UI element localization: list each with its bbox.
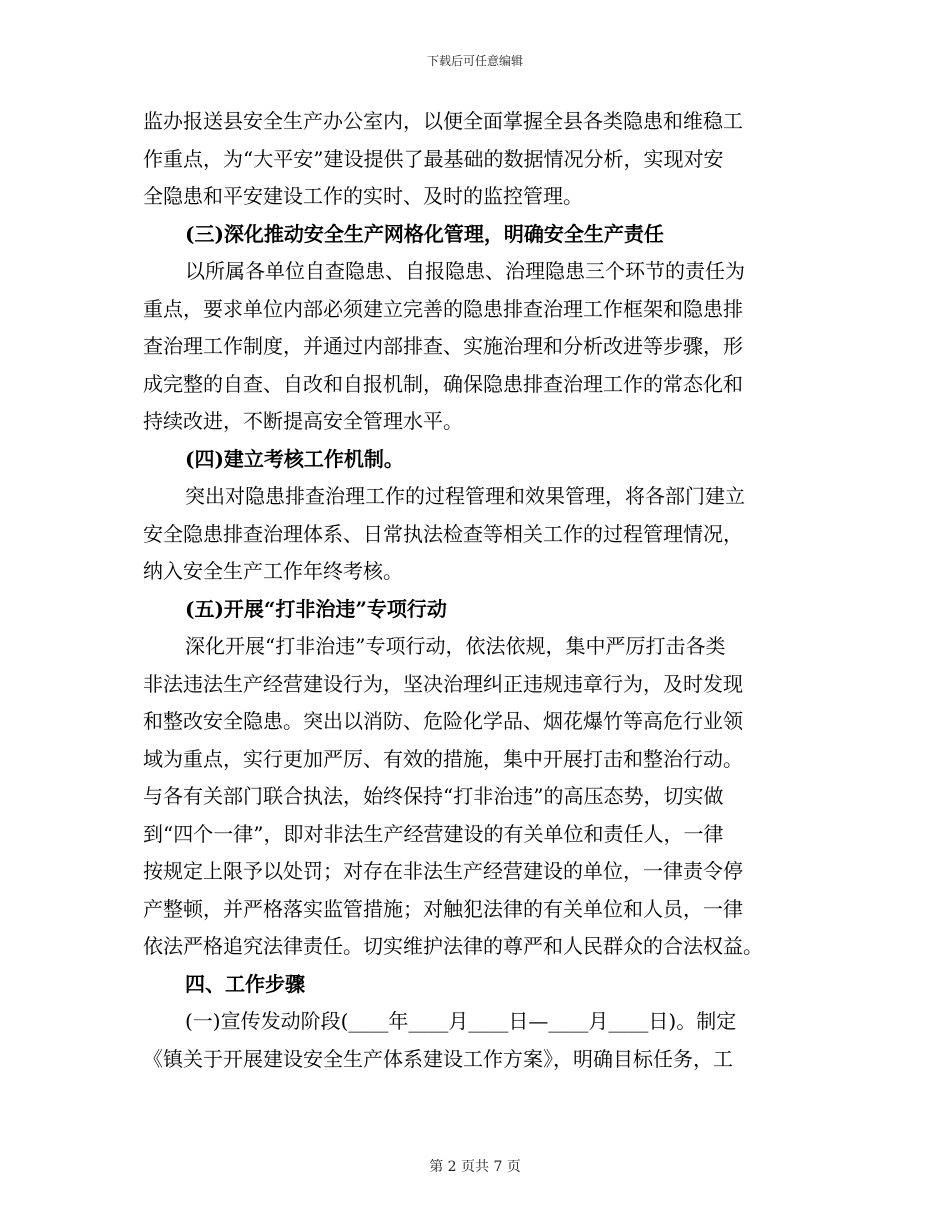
paragraph-line: 突出对隐患排查治理工作的过程管理和效果管理，将各部门建立 — [185, 484, 745, 508]
paragraph-line: 查治理工作制度，并通过内部排查、实施治理和分析改进等步骤，形 — [143, 334, 743, 358]
paragraph-line: 与各有关部门联合执法，始终保持“打非治违”的高压态势，切实做 — [143, 784, 724, 808]
section-heading: (四)建立考核工作机制。 — [185, 446, 404, 471]
section-heading: (五)开展“打非治违”专项行动 — [185, 596, 447, 621]
paragraph-line: 到“四个一律”，即对非法生产经营建设的有关单位和责任人，一律 — [143, 821, 724, 846]
paragraph-line: 域为重点，实行更加严厉、有效的措施，集中开展打击和整治行动。 — [143, 746, 743, 771]
paragraph-line: 以所属各单位自查隐患、自报隐患、治理隐患三个环节的责任为 — [185, 259, 745, 283]
page-header: 下载后可任意编辑 — [426, 54, 523, 68]
paragraph-line: 和整改安全隐患。突出以消防、危险化学品、烟花爆竹等高危行业领 — [143, 709, 743, 733]
paragraph-line: 非法违法生产经营建设行为，坚决治理纠正违规违章行为，及时发现 — [143, 671, 743, 696]
page-number: 第 2 页共 7 页 — [429, 1159, 521, 1175]
paragraph-line: 产整顿，并严格落实监管措施；对触犯法律的有关单位和人员，一律 — [143, 896, 743, 921]
paragraph-line: 全隐患和平安建设工作的实时、及时的监控管理。 — [143, 184, 583, 208]
paragraph-line: 重点，要求单位内部必须建立完善的隐患排查治理工作框架和隐患排 — [143, 296, 743, 321]
section-heading: (三)深化推动安全生产网格化管理，明确安全生产责任 — [185, 221, 664, 246]
paragraph-line: 纳入安全生产工作年终考核。 — [143, 559, 403, 583]
paragraph-line: 深化开展“打非治违”专项行动，依法依规，集中严厉打击各类 — [185, 634, 726, 658]
paragraph-line: 《镇关于开展建设安全生产体系建设工作方案》，明确目标任务，工 — [143, 1046, 733, 1071]
paragraph-line: 依法严格追究法律责任。切实维护法律的尊严和人民群众的合法权益。 — [143, 934, 763, 958]
paragraph-line: 按规定上限予以处罚；对存在非法生产经营建设的单位，一律责令停 — [143, 859, 743, 883]
paragraph-line: (一)宣传发动阶段(____年____月____日—____月____日)。制定 — [185, 1009, 737, 1033]
paragraph-line: 成完整的自查、自改和自报机制，确保隐患排查治理工作的常态化和 — [143, 371, 743, 396]
section-heading: 四、工作步骤 — [185, 971, 305, 996]
paragraph-line: 监办报送县安全生产办公室内，以便全面掌握全县各类隐患和维稳工 — [143, 109, 743, 133]
paragraph-line: 安全隐患排查治理体系、日常执法检查等相关工作的过程管理情况， — [143, 521, 743, 546]
paragraph-line: 持续改进，不断提高安全管理水平。 — [143, 409, 463, 433]
document-body — [143, 103, 795, 1078]
paragraph-line: 作重点，为“大平安”建设提供了最基础的数据情况分析，实现对安 — [143, 146, 724, 171]
